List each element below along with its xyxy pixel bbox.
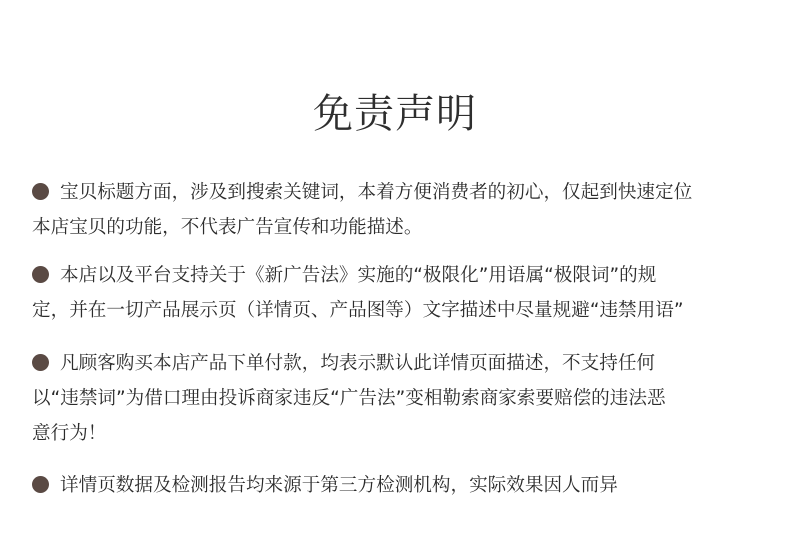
disclaimer-line [32, 346, 762, 381]
bullet-dot-icon [32, 266, 49, 283]
disclaimer-line: 意行为！ [32, 423, 107, 444]
disclaimer-item [32, 258, 762, 328]
disclaimer-text: 详情页数据及检测报告均来源于第三方检测机构，实际效果因人而异 [60, 475, 618, 496]
disclaimer-text: 凡顾客购买本店产品下单付款，均表示默认此详情页面描述，不支持任何 [60, 353, 656, 374]
disclaimer-line: 本店宝贝的功能，不代表广告宣传和功能描述。 [32, 217, 423, 238]
disclaimer-item [32, 346, 762, 451]
bullet-dot-icon [32, 354, 49, 371]
disclaimer-line [32, 258, 762, 293]
disclaimer-item [32, 468, 762, 503]
bullet-dot-icon [32, 476, 49, 493]
disclaimer-line [32, 175, 762, 210]
disclaimer-text: 宝贝标题方面，涉及到搜索关键词，本着方便消费者的初心，仅起到快速定位 [60, 182, 693, 203]
page-title: 免责声明 [313, 91, 477, 137]
disclaimer-item [32, 175, 762, 245]
disclaimer-line: 以“违禁词”为借口理由投诉商家违反“广告法”变相勒索商家索要赔偿的违法恶 [32, 388, 666, 409]
disclaimer-line [32, 468, 762, 503]
disclaimer-text: 本店以及平台支持关于《新广告法》实施的“极限化”用语属“极限词”的规 [60, 265, 657, 286]
bullet-dot-icon [32, 183, 49, 200]
disclaimer-line: 定，并在一切产品展示页（详情页、产品图等）文字描述中尽量规避“违禁用语” [32, 300, 684, 321]
